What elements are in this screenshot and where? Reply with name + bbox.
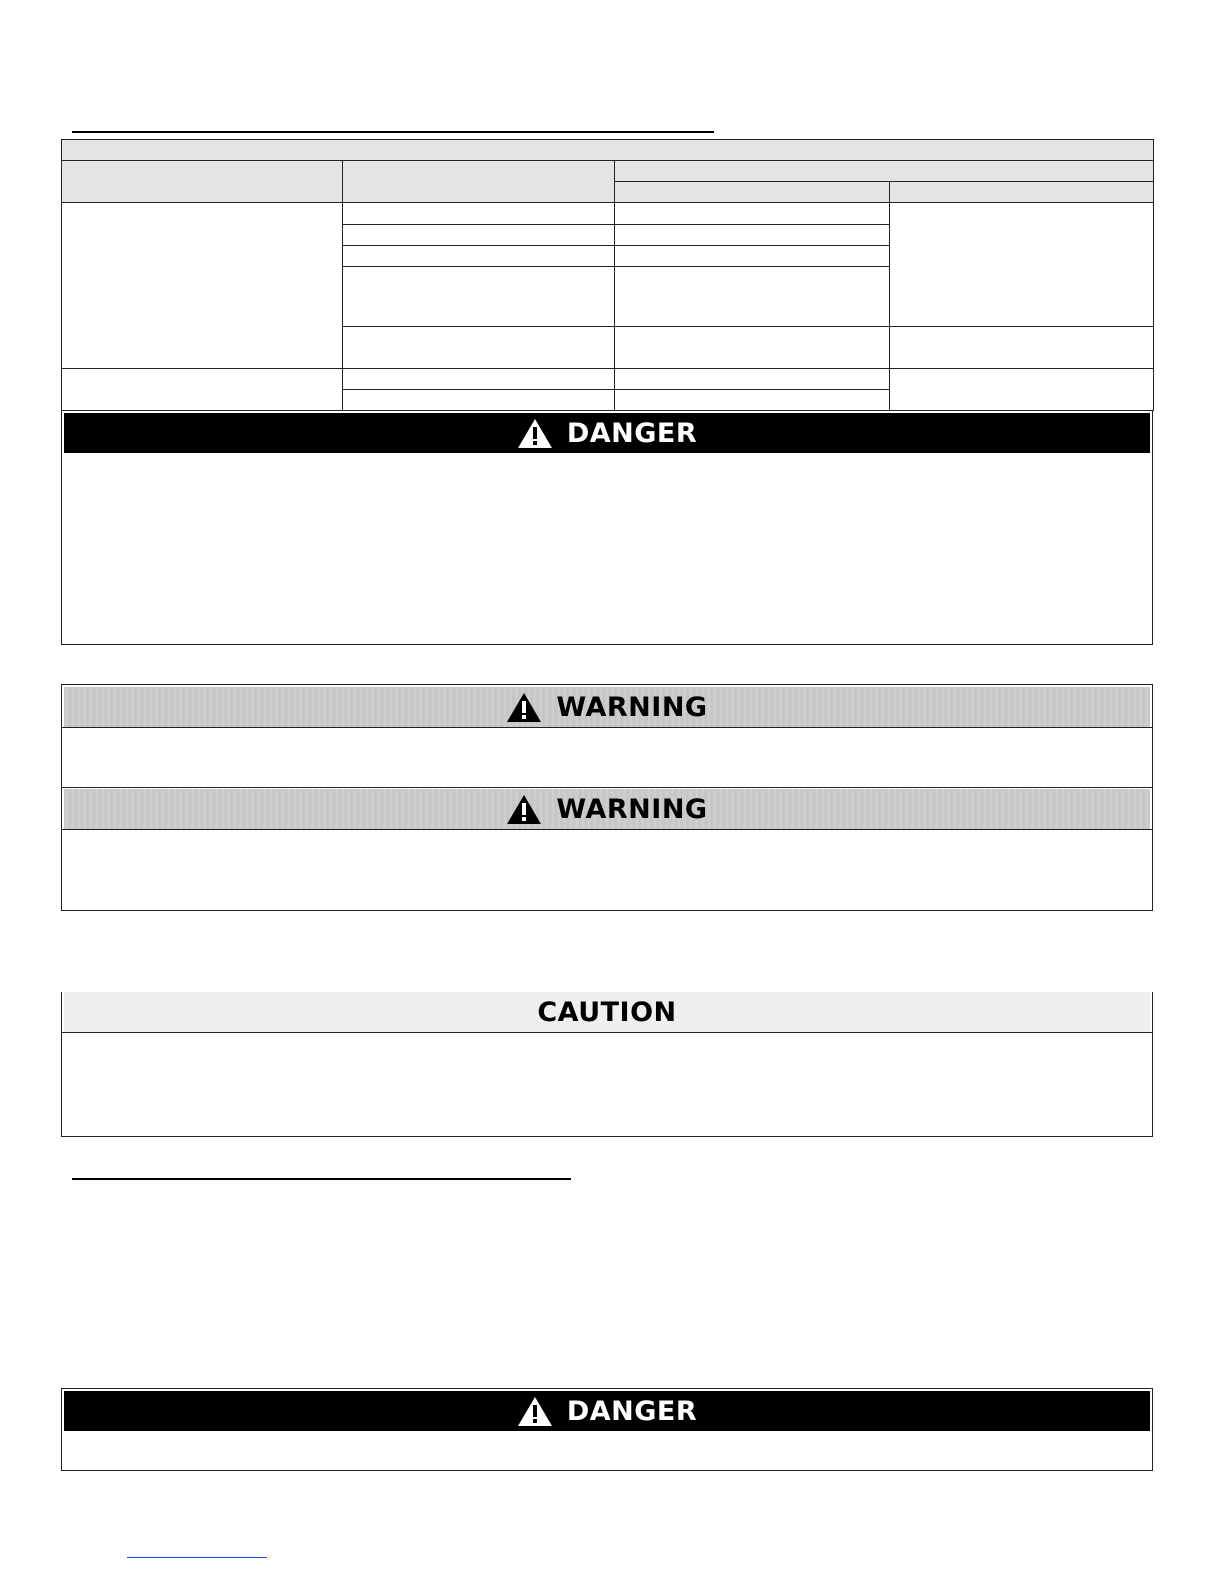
- danger-banner-label: DANGER: [566, 417, 698, 449]
- warning-triangle-icon: [506, 794, 542, 825]
- table-cell: [343, 246, 615, 267]
- table-cell: [615, 267, 890, 327]
- table-cell: [615, 369, 890, 390]
- danger-banner: [64, 1391, 1150, 1431]
- table-cell: [343, 203, 615, 225]
- table-row: [62, 203, 1154, 225]
- caution-banner-label: CAUTION: [537, 996, 677, 1028]
- warning-triangle-icon: [517, 418, 553, 449]
- section-heading-underline-1: [72, 131, 714, 133]
- divider: [62, 727, 1152, 728]
- divider: [62, 1032, 1152, 1033]
- table-cell: [890, 369, 1154, 411]
- table-cell: [343, 225, 615, 246]
- table-cell: [343, 390, 615, 411]
- table-header-cell: [615, 161, 1154, 182]
- table-cell: [343, 327, 615, 369]
- warning-banner-label: WARNING: [556, 691, 708, 723]
- table-cell: [615, 246, 890, 267]
- table-cell: [62, 203, 343, 369]
- table-cell: [615, 327, 890, 369]
- table-title-row: [62, 140, 1154, 161]
- danger-notice-1: [61, 410, 1153, 645]
- danger-banner: [64, 413, 1150, 453]
- danger-notice-2: [61, 1388, 1153, 1471]
- divider: [62, 787, 1152, 788]
- table-subheader-cell: [615, 182, 890, 203]
- caution-banner: [64, 992, 1150, 1032]
- table-cell: [615, 390, 890, 411]
- warning-banner-2: [64, 789, 1150, 829]
- table-header-cell: [343, 161, 615, 203]
- table-subheader-cell: [890, 182, 1154, 203]
- section-heading-underline-2: [72, 1178, 571, 1180]
- table-row: [62, 369, 1154, 390]
- warning-triangle-icon: [517, 1396, 553, 1427]
- divider: [62, 829, 1152, 830]
- specification-table: [61, 139, 1154, 411]
- warning-notice-group: [61, 684, 1153, 911]
- table-cell: [615, 203, 890, 225]
- table-cell: [890, 327, 1154, 369]
- table-cell: [890, 203, 1154, 327]
- table-cell: [615, 225, 890, 246]
- table-header-cell: [62, 161, 343, 203]
- table-cell: [343, 369, 615, 390]
- warning-banner-label: WARNING: [556, 793, 708, 825]
- table-header-row: [62, 161, 1154, 182]
- warning-banner-1: [64, 687, 1150, 727]
- caution-notice: [61, 992, 1153, 1137]
- footer-link[interactable]: [127, 1557, 267, 1558]
- table-cell: [62, 369, 343, 411]
- table-title-cell: [62, 140, 1154, 161]
- danger-banner-label: DANGER: [566, 1395, 698, 1427]
- warning-triangle-icon: [506, 692, 542, 723]
- table-cell: [343, 267, 615, 327]
